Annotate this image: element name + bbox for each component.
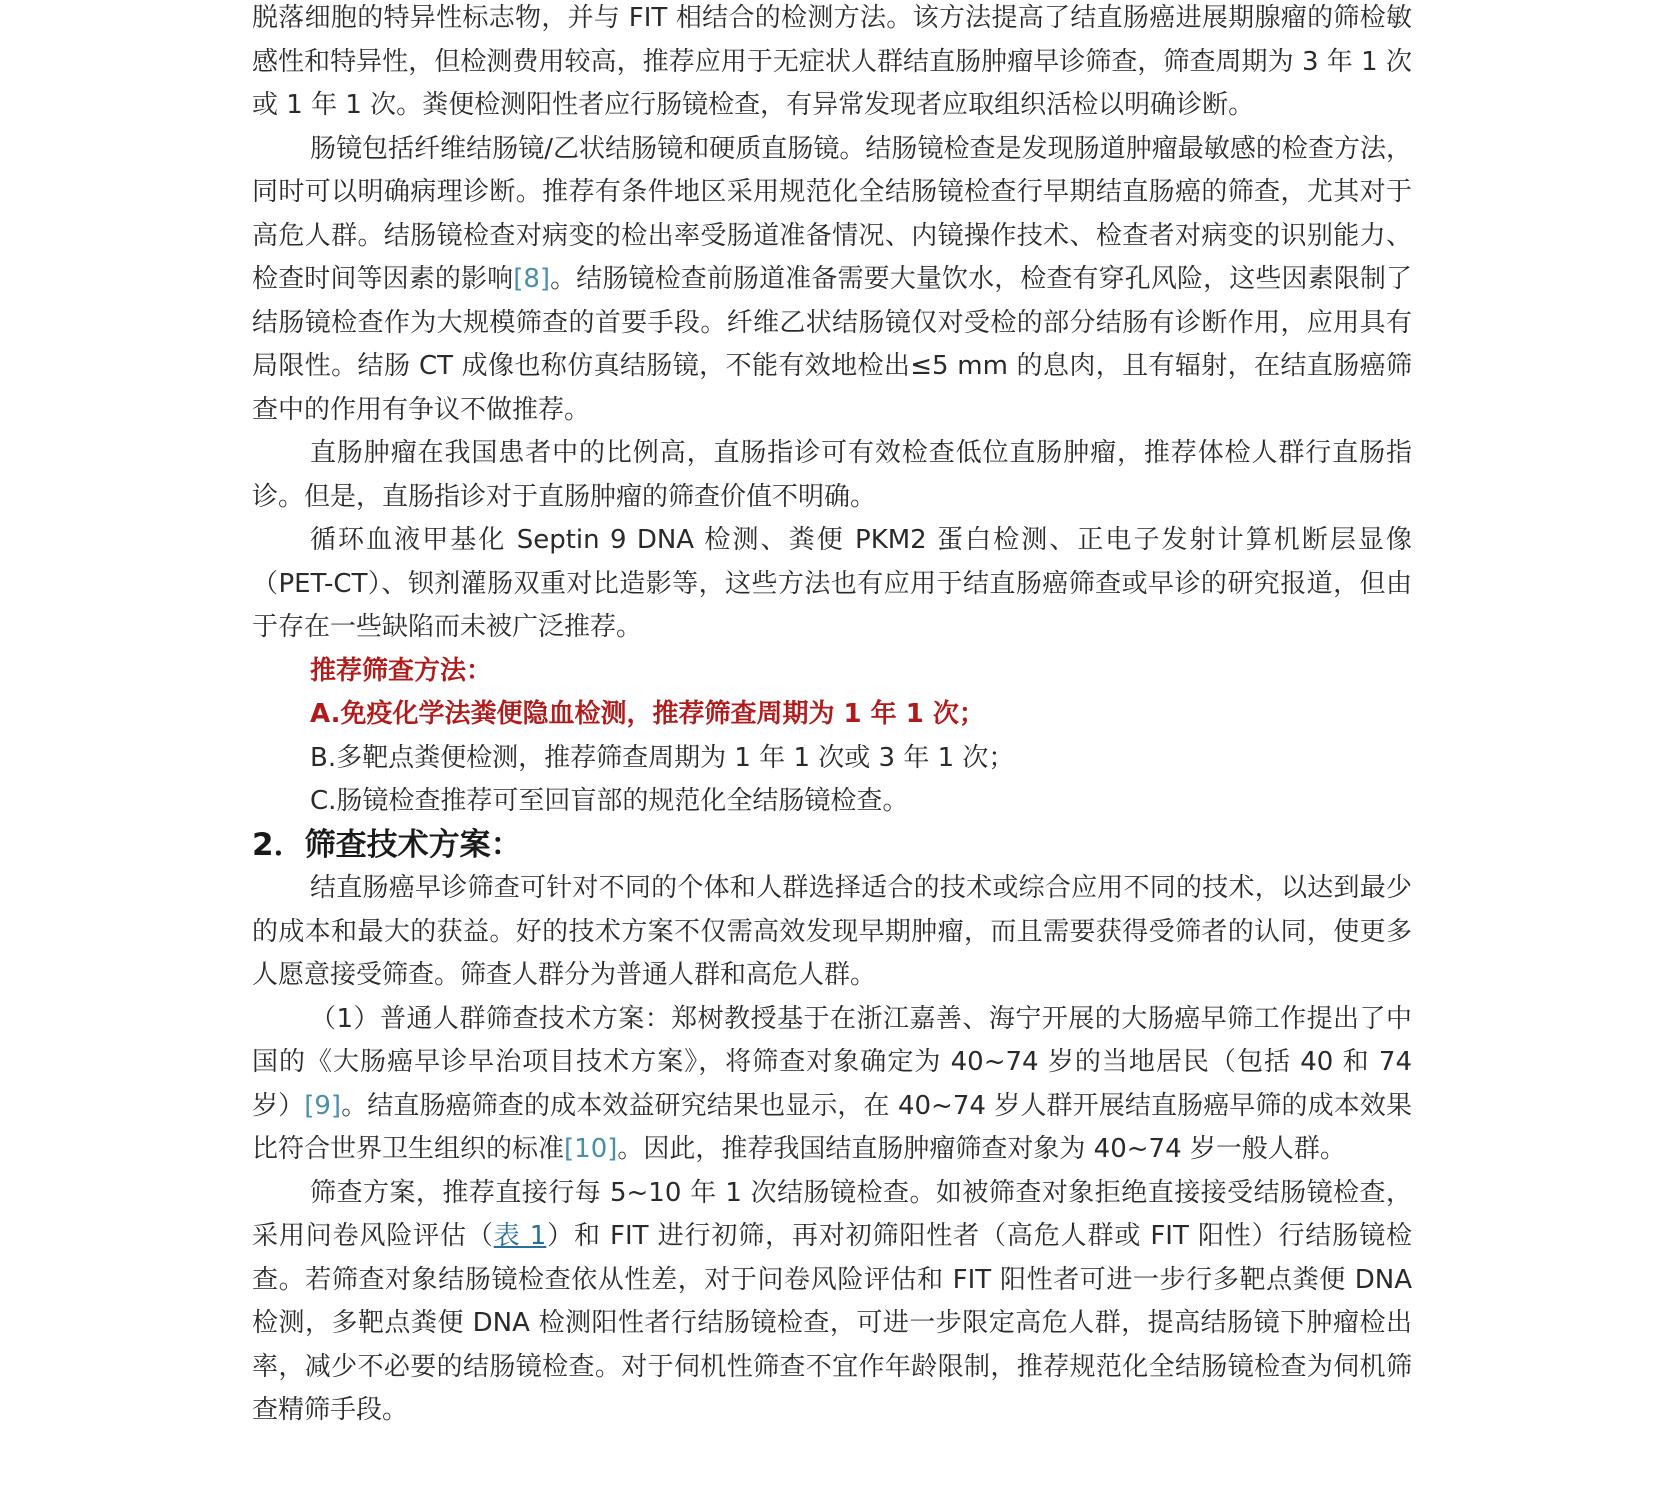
- document-page: [252, 0, 1412, 1433]
- recommend-item-b: B.多靶点粪便检测，推荐筛查周期为 1 年 1 次或 3 年 1 次；: [310, 742, 1015, 773]
- reference-link-8[interactable]: [8]: [513, 264, 551, 294]
- recommend-heading: 推荐筛查方法：: [310, 655, 493, 686]
- colonoscopy-text-b: 。结肠镜检查前肠道准备需要大量饮水，检查有穿孔风险，这些因素限制了结肠镜检查作为大规模筛查的首要手段。纤维乙状结肠镜仅对受检的部分结肠有诊断作用，应用具有局限性。结肠 CT 成像也称仿真结肠镜，不能有效地检出≤5 mm 的息肉，且有辐射，在结直肠癌筛查中的作用有争议不做推荐。: [252, 264, 1412, 425]
- scheme-text-a: 筛查方案，推荐直接行每 5~10 年 1 次结肠镜检查。如被筛查对象拒绝直接接受结肠镜检查，采用问卷风险评估（: [252, 1177, 1412, 1251]
- general-text-c: 。因此，推荐我国结直肠肿瘤筛查对象为 40~74 岁一般人群。: [617, 1134, 1346, 1164]
- paragraph-screening-scheme: [252, 1172, 1412, 1433]
- recommend-item-a: A.免疫化学法粪便隐血检测，推荐筛查周期为 1 年 1 次；: [310, 699, 985, 729]
- paragraph-general-population: [252, 998, 1412, 1172]
- section-title-screening-plan: 2．筛查技术方案：: [252, 826, 522, 863]
- general-text-a: （1）普通人群筛查技术方案：郑树教授基于在浙江嘉善、海宁开展的大肠癌早筛工作提出了中国的《大肠癌早诊早治项目技术方案》，将筛查对象确定为 40~74 岁的当地居民（包括 40 和 74 岁）: [252, 1003, 1412, 1121]
- reference-link-9[interactable]: [9]: [304, 1090, 342, 1121]
- paragraph-fit-methods: 脱落细胞的特异性标志物，并与 FIT 相结合的检测方法。该方法提高了结直肠癌进展期腺瘤的筛检敏感性和特异性，但检测费用较高，推荐应用于无症状人群结直肠肿瘤早诊筛查，筛查周期为 3 年 1 次或 1 年 1 次。粪便检测阳性者应行肠镜检查，有异常发现者应取组织活检以明确诊断。: [252, 3, 1412, 120]
- table-1-link[interactable]: 表 1: [493, 1221, 547, 1251]
- general-text-b: 。结直肠癌筛查的成本效益研究结果也显示，在 40~74 岁人群开展结直肠癌早筛的成本效果比符合世界卫生组织的标准: [252, 1090, 1412, 1164]
- recommend-item-c: C.肠镜检查推荐可至回盲部的规范化全结肠镜检查。: [310, 786, 909, 816]
- paragraph-other-methods: 循环血液甲基化 Septin 9 DNA 检测、粪便 PKM2 蛋白检测、正电子发射计算机断层显像（PET-CT）、钡剂灌肠双重对比造影等，这些方法也有应用于结直肠癌筛查或早诊的研究报道，但由于存在一些缺陷而未被广泛推荐。: [252, 525, 1412, 642]
- paragraph-digital-rectal-exam: 直肠肿瘤在我国患者中的比例高，直肠指诊可有效检查低位直肠肿瘤，推荐体检人群行直肠指诊。但是，直肠指诊对于直肠肿瘤的筛查价值不明确。: [252, 438, 1412, 512]
- reference-link-10[interactable]: [10]: [564, 1134, 618, 1164]
- paragraph-screening-intro: 结直肠癌早诊筛查可针对不同的个体和人群选择适合的技术或综合应用不同的技术，以达到最少的成本和最大的获益。好的技术方案不仅需高效发现早期肿瘤，而且需要获得受筛者的认同，使更多人愿意接受筛查。筛查人群分为普通人群和高危人群。: [252, 873, 1412, 990]
- scheme-text-b: ）和 FIT 进行初筛，再对初筛阳性者（高危人群或 FIT 阳性）行结肠镜检查。若筛查对象结肠镜检查依从性差，对于问卷风险评估和 FIT 阳性者可进一步行多靶点粪便 DNA 检测，多靶点粪便 DNA 检测阳性者行结肠镜检查，可进一步限定高危人群，提高结肠镜下肿瘤检出率，减少不必要的结肠镜检查。对于伺机性筛查不宜作年龄限制，推荐规范化全结肠镜检查为伺机筛查精筛手段。: [252, 1221, 1412, 1425]
- colonoscopy-text-a: 肠镜包括纤维结肠镜/乙状结肠镜和硬质直肠镜。结肠镜检查是发现肠道肿瘤最敏感的检查方法，同时可以明确病理诊断。推荐有条件地区采用规范化全结肠镜检查行早期结直肠癌的筛查，尤其对于高危人群。结肠镜检查对病变的检出率受肠道准备情况、内镜操作技术、检查者对病变的识别能力、检查时间等因素的影响: [252, 133, 1412, 294]
- paragraph-colonoscopy: [252, 128, 1412, 433]
